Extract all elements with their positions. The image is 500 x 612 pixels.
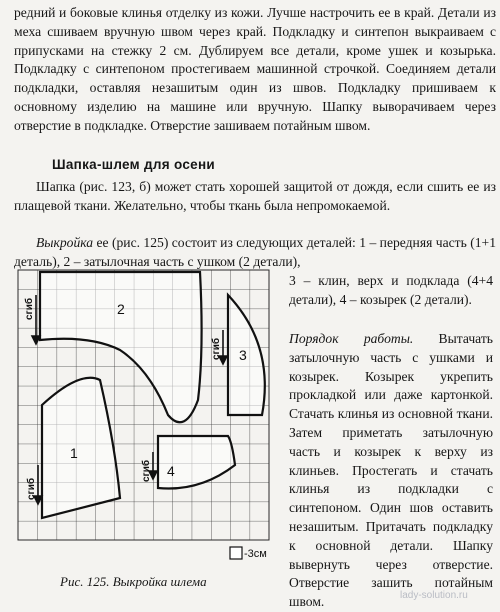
part-label-4: 4 [167, 463, 175, 479]
intro-paragraph [14, 178, 496, 216]
fold-label-3: сгиб [211, 337, 222, 360]
scale-square [230, 547, 242, 559]
pattern-figure [0, 260, 290, 570]
watermark: lady-solution.ru [400, 590, 468, 601]
fold-label-4: сгиб [141, 459, 152, 482]
pattern-text: ее (рис. 125) состоит из следующих деталей: 1 – передняя часть (1+1 деталь), 2 – затылочная часть с ушком (2 детали), [14, 235, 496, 269]
fold-label-2: сгиб [24, 297, 35, 320]
section-heading: Шапка-шлем для осени [52, 157, 216, 172]
figure-caption: Рис. 125. Выкройка шлема [60, 574, 207, 589]
work-order-text: Вытачать затылочную часть с ушками и козырек. Козырек укрепить прокладкой или даже картонкой. Стачать клинья из основной ткани. Затем приметать затылочную часть и козырек к верху из клиньев. Простегать и стачать клинья из подкладки с синтепоном. Один шов оставить незашитым. Притачать подкладку к основной детали. Шапку вывернуть через отверстие. Отверстие зашить потайным швом. [289, 331, 493, 610]
work-order-lead: Порядок работы. [289, 331, 414, 346]
part-label-3: 3 [239, 347, 247, 363]
part-label-2: 2 [117, 301, 125, 317]
scale-label: -3см [244, 548, 267, 560]
part-label-1: 1 [70, 445, 78, 461]
top-paragraph: редний и боковые клинья отделку из кожи. Лучше настрочить ее в край. Детали из меха сшиваем вручную швом через край. Подкладку и синтепон выкраиваем с припусками на стежку 2 см. Дублируем все детали, кроме ушек и козырька. Подкладку с синтепоном простегиваем машинной строчкой. Соединяем детали подкладки, оставляя незашитым один из швов. Подкладку пришиваем к основному изделию на машине или вручную. Шапку выворачиваем через отверстие в подкладке. Отверстие зашиваем потайным швом. [14, 5, 496, 133]
pattern-lead: Выкройка [36, 235, 94, 250]
work-order-paragraph [289, 330, 493, 612]
pattern-list: 3 – клин, верх и подклада (4+4 детали), 4 – козырек (2 детали). [289, 273, 493, 307]
intro-text: Шапка (рис. 123, б) может стать хорошей защитой от дождя, если сшить ее из плащевой ткани. Желательно, чтобы ткань была непромокаемой. [14, 179, 496, 213]
fold-label-1: сгиб [26, 477, 37, 500]
